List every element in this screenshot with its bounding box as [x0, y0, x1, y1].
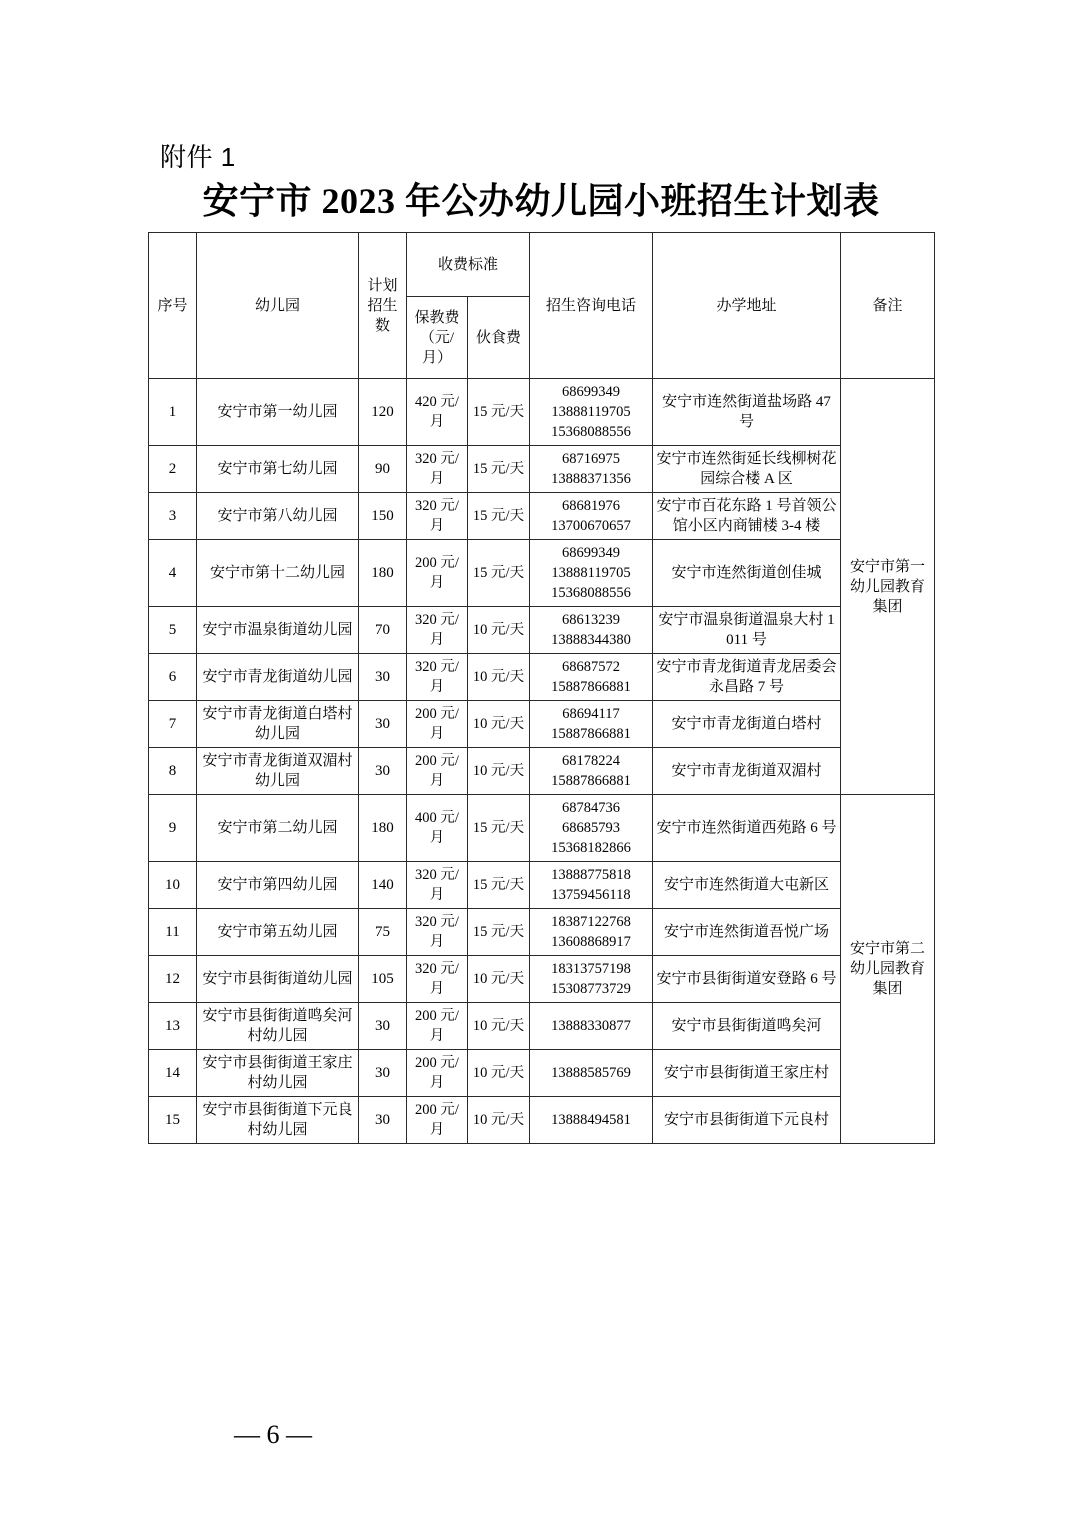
column-header-quota: 计划招生数: [359, 233, 407, 379]
table-row: [149, 1050, 935, 1097]
cell-fee-meal: 15 元/天: [468, 493, 530, 540]
cell-index: 11: [149, 909, 197, 956]
cell-note: 安宁市第一幼儿园教育集团: [841, 379, 935, 795]
cell-fee-care: 320 元/月: [407, 654, 468, 701]
cell-kindergarten: 安宁市县街街道鸣矣河村幼儿园: [197, 1003, 359, 1050]
table-body: [149, 379, 935, 1144]
table-header: [149, 233, 935, 379]
cell-fee-meal: 10 元/天: [468, 1003, 530, 1050]
cell-phone: 68681976 13700670657: [530, 493, 653, 540]
table-row: [149, 540, 935, 607]
cell-quota: 75: [359, 909, 407, 956]
cell-fee-meal: 10 元/天: [468, 701, 530, 748]
cell-quota: 30: [359, 701, 407, 748]
cell-address: 安宁市温泉街道温泉大村 1011 号: [653, 607, 841, 654]
page-title: 安宁市 2023 年公办幼儿园小班招生计划表: [202, 181, 880, 221]
table-row: [149, 956, 935, 1003]
cell-phone: 68613239 13888344380: [530, 607, 653, 654]
cell-index: 9: [149, 795, 197, 862]
cell-kindergarten: 安宁市第八幼儿园: [197, 493, 359, 540]
cell-index: 12: [149, 956, 197, 1003]
cell-fee-care: 200 元/月: [407, 540, 468, 607]
column-header-fee-care: 保教费（元/月）: [407, 297, 468, 379]
table-row: [149, 446, 935, 493]
cell-phone: 68699349 13888119705 15368088556: [530, 379, 653, 446]
cell-quota: 105: [359, 956, 407, 1003]
cell-address: 安宁市县街街道安登路 6 号: [653, 956, 841, 1003]
cell-address: 安宁市县街街道鸣矣河: [653, 1003, 841, 1050]
table-row: [149, 862, 935, 909]
column-header-kindergarten: 幼儿园: [197, 233, 359, 379]
cell-quota: 30: [359, 654, 407, 701]
cell-index: 8: [149, 748, 197, 795]
cell-phone: 13888585769: [530, 1050, 653, 1097]
cell-index: 10: [149, 862, 197, 909]
column-header-phone: 招生咨询电话: [530, 233, 653, 379]
cell-fee-care: 320 元/月: [407, 956, 468, 1003]
column-header-fee-meal: 伙食费: [468, 297, 530, 379]
table-row: [149, 701, 935, 748]
cell-quota: 30: [359, 748, 407, 795]
attachment-label: 附件 1: [160, 142, 236, 172]
cell-quota: 180: [359, 540, 407, 607]
cell-phone: 68784736 68685793 15368182866: [530, 795, 653, 862]
cell-fee-meal: 15 元/天: [468, 540, 530, 607]
cell-fee-care: 320 元/月: [407, 862, 468, 909]
cell-fee-care: 320 元/月: [407, 607, 468, 654]
cell-address: 安宁市青龙街道双湄村: [653, 748, 841, 795]
cell-kindergarten: 安宁市青龙街道双湄村幼儿园: [197, 748, 359, 795]
cell-kindergarten: 安宁市县街街道王家庄村幼儿园: [197, 1050, 359, 1097]
cell-quota: 140: [359, 862, 407, 909]
table-row: [149, 379, 935, 446]
cell-index: 4: [149, 540, 197, 607]
enrollment-plan-table: [148, 232, 935, 1144]
cell-kindergarten: 安宁市第五幼儿园: [197, 909, 359, 956]
cell-fee-meal: 15 元/天: [468, 446, 530, 493]
cell-address: 安宁市县街街道王家庄村: [653, 1050, 841, 1097]
table-row: [149, 654, 935, 701]
cell-index: 5: [149, 607, 197, 654]
table-row: [149, 909, 935, 956]
cell-address: 安宁市连然街道创佳城: [653, 540, 841, 607]
cell-kindergarten: 安宁市温泉街道幼儿园: [197, 607, 359, 654]
column-header-index: 序号: [149, 233, 197, 379]
cell-fee-care: 200 元/月: [407, 1097, 468, 1144]
cell-quota: 150: [359, 493, 407, 540]
cell-kindergarten: 安宁市第十二幼儿园: [197, 540, 359, 607]
cell-fee-care: 200 元/月: [407, 701, 468, 748]
cell-phone: 68687572 15887866881: [530, 654, 653, 701]
cell-quota: 120: [359, 379, 407, 446]
cell-fee-meal: 10 元/天: [468, 1050, 530, 1097]
cell-address: 安宁市县街街道下元良村: [653, 1097, 841, 1144]
cell-phone: 18313757198 15308773729: [530, 956, 653, 1003]
cell-address: 安宁市连然街道西苑路 6 号: [653, 795, 841, 862]
cell-address: 安宁市青龙街道青龙居委会永昌路 7 号: [653, 654, 841, 701]
cell-quota: 180: [359, 795, 407, 862]
cell-address: 安宁市连然街道大屯新区: [653, 862, 841, 909]
cell-kindergarten: 安宁市青龙街道白塔村幼儿园: [197, 701, 359, 748]
cell-fee-care: 200 元/月: [407, 748, 468, 795]
cell-fee-meal: 15 元/天: [468, 795, 530, 862]
cell-fee-care: 200 元/月: [407, 1003, 468, 1050]
table-row: [149, 607, 935, 654]
cell-index: 13: [149, 1003, 197, 1050]
cell-index: 14: [149, 1050, 197, 1097]
table-row: [149, 795, 935, 862]
cell-quota: 30: [359, 1050, 407, 1097]
cell-address: 安宁市青龙街道白塔村: [653, 701, 841, 748]
cell-fee-meal: 15 元/天: [468, 909, 530, 956]
cell-phone: 18387122768 13608868917: [530, 909, 653, 956]
cell-quota: 70: [359, 607, 407, 654]
column-header-note: 备注: [841, 233, 935, 379]
cell-quota: 90: [359, 446, 407, 493]
cell-address: 安宁市连然街延长线柳树花园综合楼 A 区: [653, 446, 841, 493]
cell-kindergarten: 安宁市县街街道幼儿园: [197, 956, 359, 1003]
cell-phone: 68694117 15887866881: [530, 701, 653, 748]
cell-kindergarten: 安宁市青龙街道幼儿园: [197, 654, 359, 701]
cell-kindergarten: 安宁市第一幼儿园: [197, 379, 359, 446]
cell-fee-meal: 15 元/天: [468, 862, 530, 909]
cell-fee-meal: 10 元/天: [468, 654, 530, 701]
cell-kindergarten: 安宁市县街街道下元良村幼儿园: [197, 1097, 359, 1144]
cell-fee-care: 400 元/月: [407, 795, 468, 862]
table-row: [149, 748, 935, 795]
cell-kindergarten: 安宁市第四幼儿园: [197, 862, 359, 909]
cell-quota: 30: [359, 1003, 407, 1050]
cell-fee-care: 320 元/月: [407, 446, 468, 493]
table-row: [149, 1097, 935, 1144]
cell-phone: 13888330877: [530, 1003, 653, 1050]
cell-phone: 68716975 13888371356: [530, 446, 653, 493]
cell-fee-meal: 10 元/天: [468, 748, 530, 795]
cell-address: 安宁市连然街道吾悦广场: [653, 909, 841, 956]
cell-address: 安宁市连然街道盐场路 47 号: [653, 379, 841, 446]
cell-fee-meal: 10 元/天: [468, 1097, 530, 1144]
table-header-row-top: [149, 233, 935, 297]
cell-index: 2: [149, 446, 197, 493]
cell-phone: 68699349 13888119705 15368088556: [530, 540, 653, 607]
cell-kindergarten: 安宁市第二幼儿园: [197, 795, 359, 862]
enrollment-plan-table-wrapper: [148, 232, 934, 1144]
table-row: [149, 493, 935, 540]
cell-note: 安宁市第二幼儿园教育集团: [841, 795, 935, 1144]
cell-phone: 13888775818 13759456118: [530, 862, 653, 909]
cell-quota: 30: [359, 1097, 407, 1144]
cell-address: 安宁市百花东路 1 号首领公馆小区内商铺楼 3-4 楼: [653, 493, 841, 540]
cell-fee-care: 420 元/月: [407, 379, 468, 446]
cell-kindergarten: 安宁市第七幼儿园: [197, 446, 359, 493]
cell-fee-meal: 15 元/天: [468, 379, 530, 446]
cell-index: 3: [149, 493, 197, 540]
cell-fee-meal: 10 元/天: [468, 607, 530, 654]
cell-index: 7: [149, 701, 197, 748]
table-row: [149, 1003, 935, 1050]
column-header-fee-group: 收费标准: [407, 233, 530, 297]
cell-phone: 13888494581: [530, 1097, 653, 1144]
cell-index: 1: [149, 379, 197, 446]
page-number: — 6 —: [234, 1420, 312, 1449]
cell-index: 6: [149, 654, 197, 701]
cell-fee-care: 200 元/月: [407, 1050, 468, 1097]
cell-fee-meal: 10 元/天: [468, 956, 530, 1003]
cell-index: 15: [149, 1097, 197, 1144]
cell-fee-care: 320 元/月: [407, 493, 468, 540]
column-header-address: 办学地址: [653, 233, 841, 379]
cell-phone: 68178224 15887866881: [530, 748, 653, 795]
cell-fee-care: 320 元/月: [407, 909, 468, 956]
